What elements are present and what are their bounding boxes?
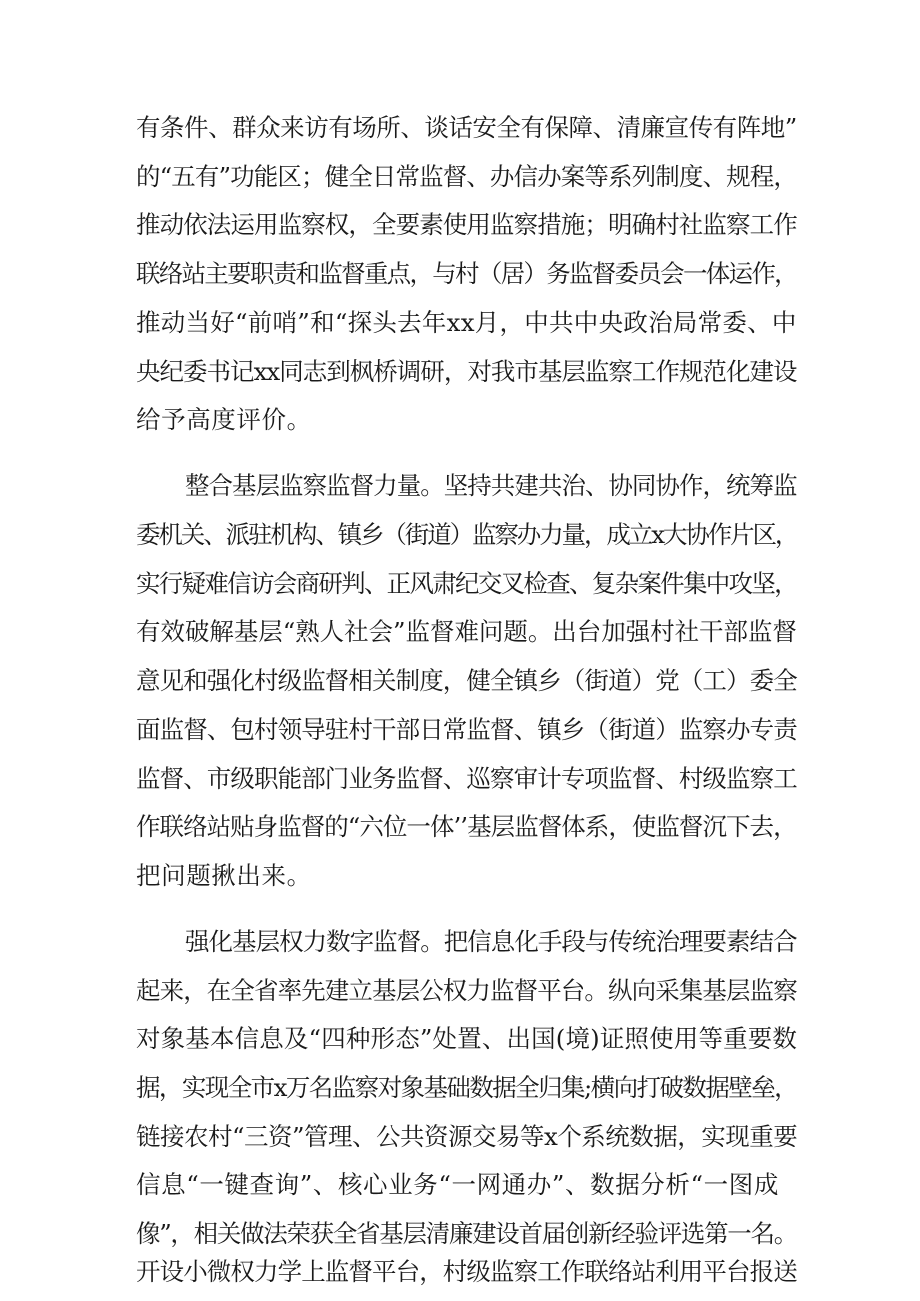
text-line: 像”，相关做法荣获全省基层清廉建设首届创新经验评选第一名。 (136, 1219, 797, 1248)
text-line: 信息“一键查询”、核心业务“一网通办”、数据分析“一图成 (136, 1170, 779, 1199)
text-line: 实行疑难信访会商研判、正风肃纪交叉检查、复杂案件集中攻坚， (136, 569, 797, 598)
text-line: 给予高度评价。 (136, 405, 312, 434)
text-line: 据，实现全市x万名监察对象基础数据全归集;横向打破数据壁垒， (136, 1073, 798, 1102)
text-line: 的“五有”功能区；健全日常监督、办信办案等系列制度、规程， (136, 162, 797, 191)
text-line: 链接农村“三资”管理、公共资源交易等x个系统数据，实现重要 (136, 1122, 798, 1151)
text-line: 意见和强化村级监督相关制度，健全镇乡（街道）党（工）委全 (136, 666, 797, 695)
text-line: 有效破解基层“熟人社会”监督难问题。出台加强村社干部监督 (136, 617, 797, 646)
text-line: 央纪委书记xx同志到枫桥调研，对我市基层监察工作规范化建设 (136, 357, 797, 386)
text-line: 对象基本信息及“四种形态”处置、出国(境)证照使用等重要数 (136, 1024, 798, 1053)
text-line: 推动依法运用监察权，全要素使用监察措施；明确村社监察工作 (136, 210, 797, 239)
text-line: 监督、市级职能部门业务监督、巡察审计专项监督、村级监察工 (136, 764, 797, 793)
text-line: 把问题揪出来。 (136, 861, 312, 890)
text-line: 联络站主要职责和监督重点，与村（居）务监督委员会一体运作， (136, 259, 797, 288)
text-line: 强化基层权力数字监督。把信息化手段与传统治理要素结合 (185, 927, 797, 956)
text-line: 作联络站贴身监督的“六位一体’’基层监督体系，使监督沉下去， (136, 812, 797, 841)
text-line: 有条件、群众来访有场所、谈话安全有保障、清廉宣传有阵地” (136, 113, 797, 142)
text-line: 推动当好“前哨”和“探头去年xx月，中共中央政治局常委、中 (136, 308, 797, 337)
text-line: 委机关、派驻机构、镇乡（街道）监察办力量，成立x大协作片区， (136, 520, 798, 549)
text-line: 开设小微权力学上监督平台，村级监察工作联络站利用平台报送 (136, 1257, 797, 1286)
text-line: 整合基层监察监督力量。坚持共建共治、协同协作，统筹监 (185, 471, 797, 500)
text-line: 起来，在全省率先建立基层公权力监督平台。纵向采集基层监察 (136, 976, 797, 1005)
text-line: 面监督、包村领导驻村干部日常监督、镇乡（街道）监察办专责 (136, 715, 797, 744)
